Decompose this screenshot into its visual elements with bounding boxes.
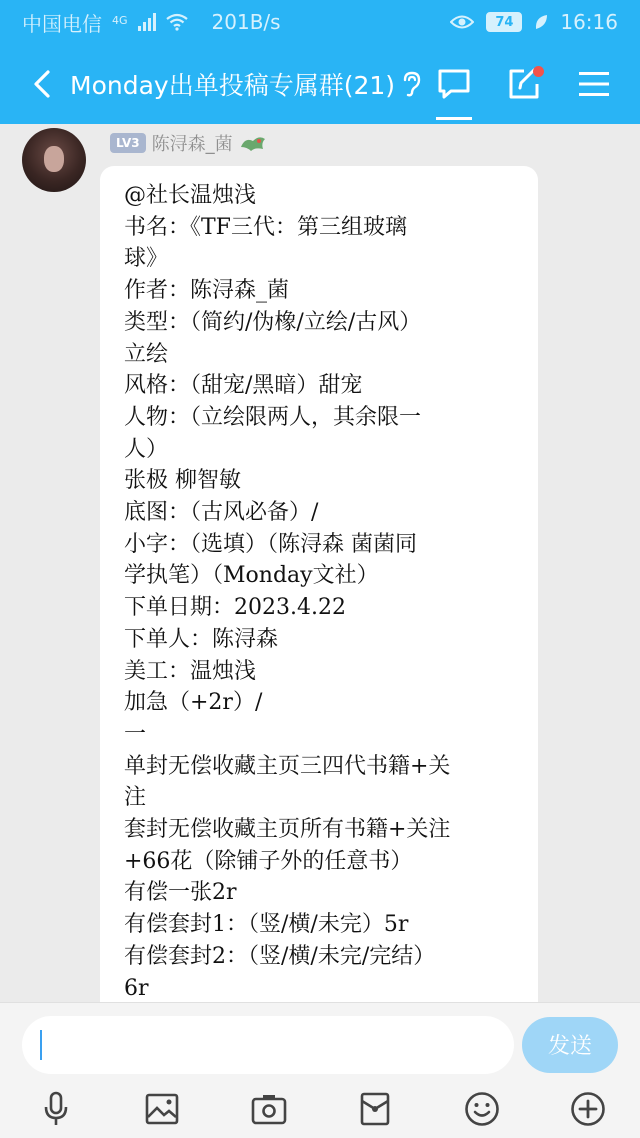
message-line: 立绘 bbox=[124, 341, 169, 367]
message-bubble[interactable] bbox=[100, 166, 538, 1002]
dragon-badge-icon bbox=[239, 133, 267, 153]
menu-icon[interactable] bbox=[574, 64, 614, 104]
message-line: 风格：（甜宠/黑暗）甜宠 bbox=[124, 373, 363, 399]
camera-icon[interactable] bbox=[249, 1089, 289, 1129]
ear-icon bbox=[401, 71, 421, 97]
chat-area[interactable] bbox=[0, 124, 640, 1002]
message-line: 张极 柳智敏 bbox=[124, 468, 241, 494]
message-line: 美工：温烛浅 bbox=[124, 658, 257, 684]
message-line: 书名：《TF三代：第三组玻璃 bbox=[124, 214, 407, 240]
avatar[interactable] bbox=[22, 128, 86, 192]
message-input[interactable] bbox=[22, 1016, 514, 1074]
notification-dot bbox=[533, 66, 544, 77]
network-type: 4G bbox=[112, 13, 128, 27]
send-button[interactable]: 发送 bbox=[522, 1017, 618, 1073]
message-line: 球》 bbox=[124, 246, 169, 272]
network-speed: 201B/s bbox=[211, 10, 281, 34]
image-icon[interactable] bbox=[142, 1089, 182, 1129]
message-line: 人） bbox=[124, 436, 169, 462]
message-line: 人物：（立绘限两人，其余限一 bbox=[124, 404, 422, 430]
message-line: @社长温烛浅 bbox=[124, 183, 257, 208]
sender-info bbox=[110, 130, 267, 156]
leaf-icon bbox=[534, 14, 548, 30]
sender-name[interactable]: 陈浔森_菌 bbox=[151, 134, 233, 155]
message-line: 学执笔）（Monday文社） bbox=[124, 563, 379, 589]
title-bar bbox=[0, 44, 640, 124]
group-title[interactable]: Monday出单投稿专属群(21) bbox=[70, 71, 396, 100]
message-line: 单封无偿收藏主页三四代书籍+关 bbox=[124, 753, 451, 779]
message-line: 注 bbox=[124, 785, 147, 811]
message-line: 6r bbox=[124, 975, 149, 1001]
message-line: 类型：（简约/伪橡/立绘/古风） bbox=[124, 309, 422, 335]
message-line: 底图：（古风必备）/ bbox=[124, 500, 319, 526]
eye-icon bbox=[450, 14, 474, 30]
emoji-icon[interactable] bbox=[462, 1089, 502, 1129]
message-line: 小字：（选填）（陈浔森 菌菌同 bbox=[124, 531, 417, 557]
message-line: 有偿一张2r bbox=[124, 880, 237, 906]
battery-icon: 74 bbox=[486, 12, 522, 32]
message-line: 有偿套封2：（竖/横/未完/完结） bbox=[124, 943, 436, 969]
red-packet-icon[interactable] bbox=[355, 1089, 395, 1129]
toolbar bbox=[0, 1086, 640, 1138]
message-line: 作者：陈浔森_菌 bbox=[124, 278, 290, 304]
message-line: 有偿套封1：（竖/横/未完）5r bbox=[124, 912, 409, 938]
message-line: 下单人：陈浔森 bbox=[124, 626, 279, 652]
message-line: +66花（除铺子外的任意书） bbox=[124, 848, 413, 874]
chevron-left-icon[interactable] bbox=[14, 44, 70, 124]
avatar-face bbox=[44, 146, 64, 172]
wifi-icon bbox=[166, 13, 188, 31]
carrier-label: 中国电信 bbox=[22, 11, 102, 36]
clock: 16:16 bbox=[560, 10, 618, 34]
text-cursor bbox=[40, 1030, 42, 1060]
input-bar bbox=[0, 1002, 640, 1086]
message-line: 一 bbox=[124, 721, 147, 747]
status-bar bbox=[0, 0, 640, 44]
plus-circle-icon[interactable] bbox=[568, 1089, 608, 1129]
message-line: 下单日期：2023.4.22 bbox=[124, 595, 346, 621]
signal-icon bbox=[138, 13, 156, 31]
microphone-icon[interactable] bbox=[36, 1089, 76, 1129]
chat-bubble-icon[interactable] bbox=[434, 64, 474, 104]
message-line: 加急（+2r）/ bbox=[124, 690, 263, 716]
level-badge: LV3 bbox=[110, 133, 146, 153]
edit-icon[interactable] bbox=[504, 64, 544, 104]
message-line: 套封无偿收藏主页所有书籍+关注 bbox=[124, 817, 451, 843]
